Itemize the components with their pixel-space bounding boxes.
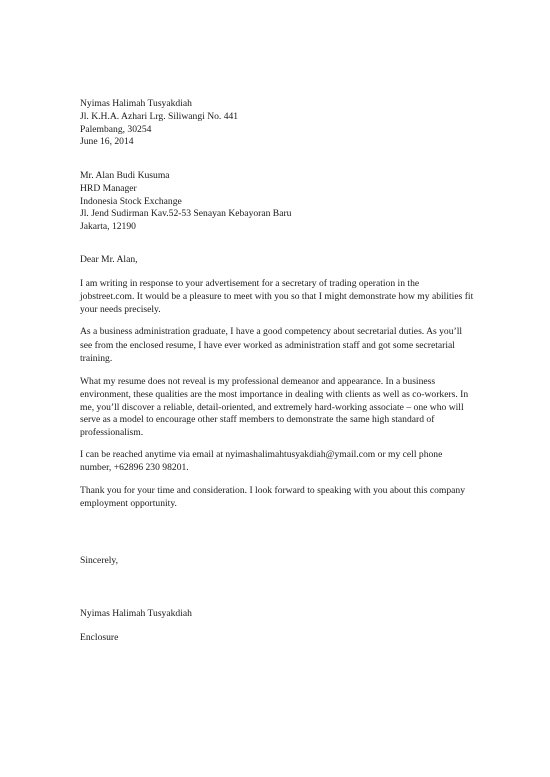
recipient-title: HRD Manager (80, 182, 137, 194)
recipient-name: Mr. Alan Budi Kusuma (80, 170, 170, 181)
closing: Sincerely, (80, 555, 119, 566)
letter-date: June 16, 2014 (80, 136, 134, 148)
body-paragraph-1: I am writing in response to your advertisement for a secretary of trading operation in the jobstreet.com. It would be a pleasure to meet with you so that I might demonstrate how my abilities fit your needs precisely. (80, 278, 474, 315)
sender-street: Jl. K.H.A. Azhari Lrg. Siliwangi No. 441 (80, 110, 239, 122)
recipient-address-block (80, 170, 475, 234)
sender-address-block (80, 98, 475, 149)
body-paragraph-5: Thank you for your time and consideration. I look forward to speaking with you about this company employment opportunity. (80, 485, 466, 509)
recipient-city-postal: Jakarta, 12190 (80, 221, 136, 233)
recipient-street: Jl. Jend Sudirman Kav.52-53 Senayan Kebayoran Baru (80, 208, 292, 220)
enclosure-note: Enclosure (80, 632, 119, 643)
sender-city-postal: Palembang, 30254 (80, 123, 152, 135)
body-paragraph-3: What my resume does not reveal is my professional demeanor and appearance. In a business environment, these qualities are the most importance in dealing with clients as well as co-workers. In me, you’ll discover a reliable, detail-oriented, and extremely hard-working associate – one who will serve as a model to encourage other staff members to demonstrate the same high standard of professionalism. (80, 376, 469, 439)
recipient-company: Indonesia Stock Exchange (80, 195, 182, 207)
salutation: Dear Mr. Alan, (80, 254, 138, 265)
signature-name: Nyimas Halimah Tusyakdiah (80, 608, 192, 619)
body-paragraph-2: As a business administration graduate, I have a good competency about secretarial duties. As you’ll see from the enclosed resume, I have ever worked as administration staff and got some secretarial training. (80, 326, 463, 365)
body-paragraph-4: I can be reached anytime via email at nyimashalimahtusyakdiah@ymail.com or my cell phone number, +62896 230 98201. (80, 449, 443, 473)
sender-name: Nyimas Halimah Tusyakdiah (80, 98, 192, 109)
